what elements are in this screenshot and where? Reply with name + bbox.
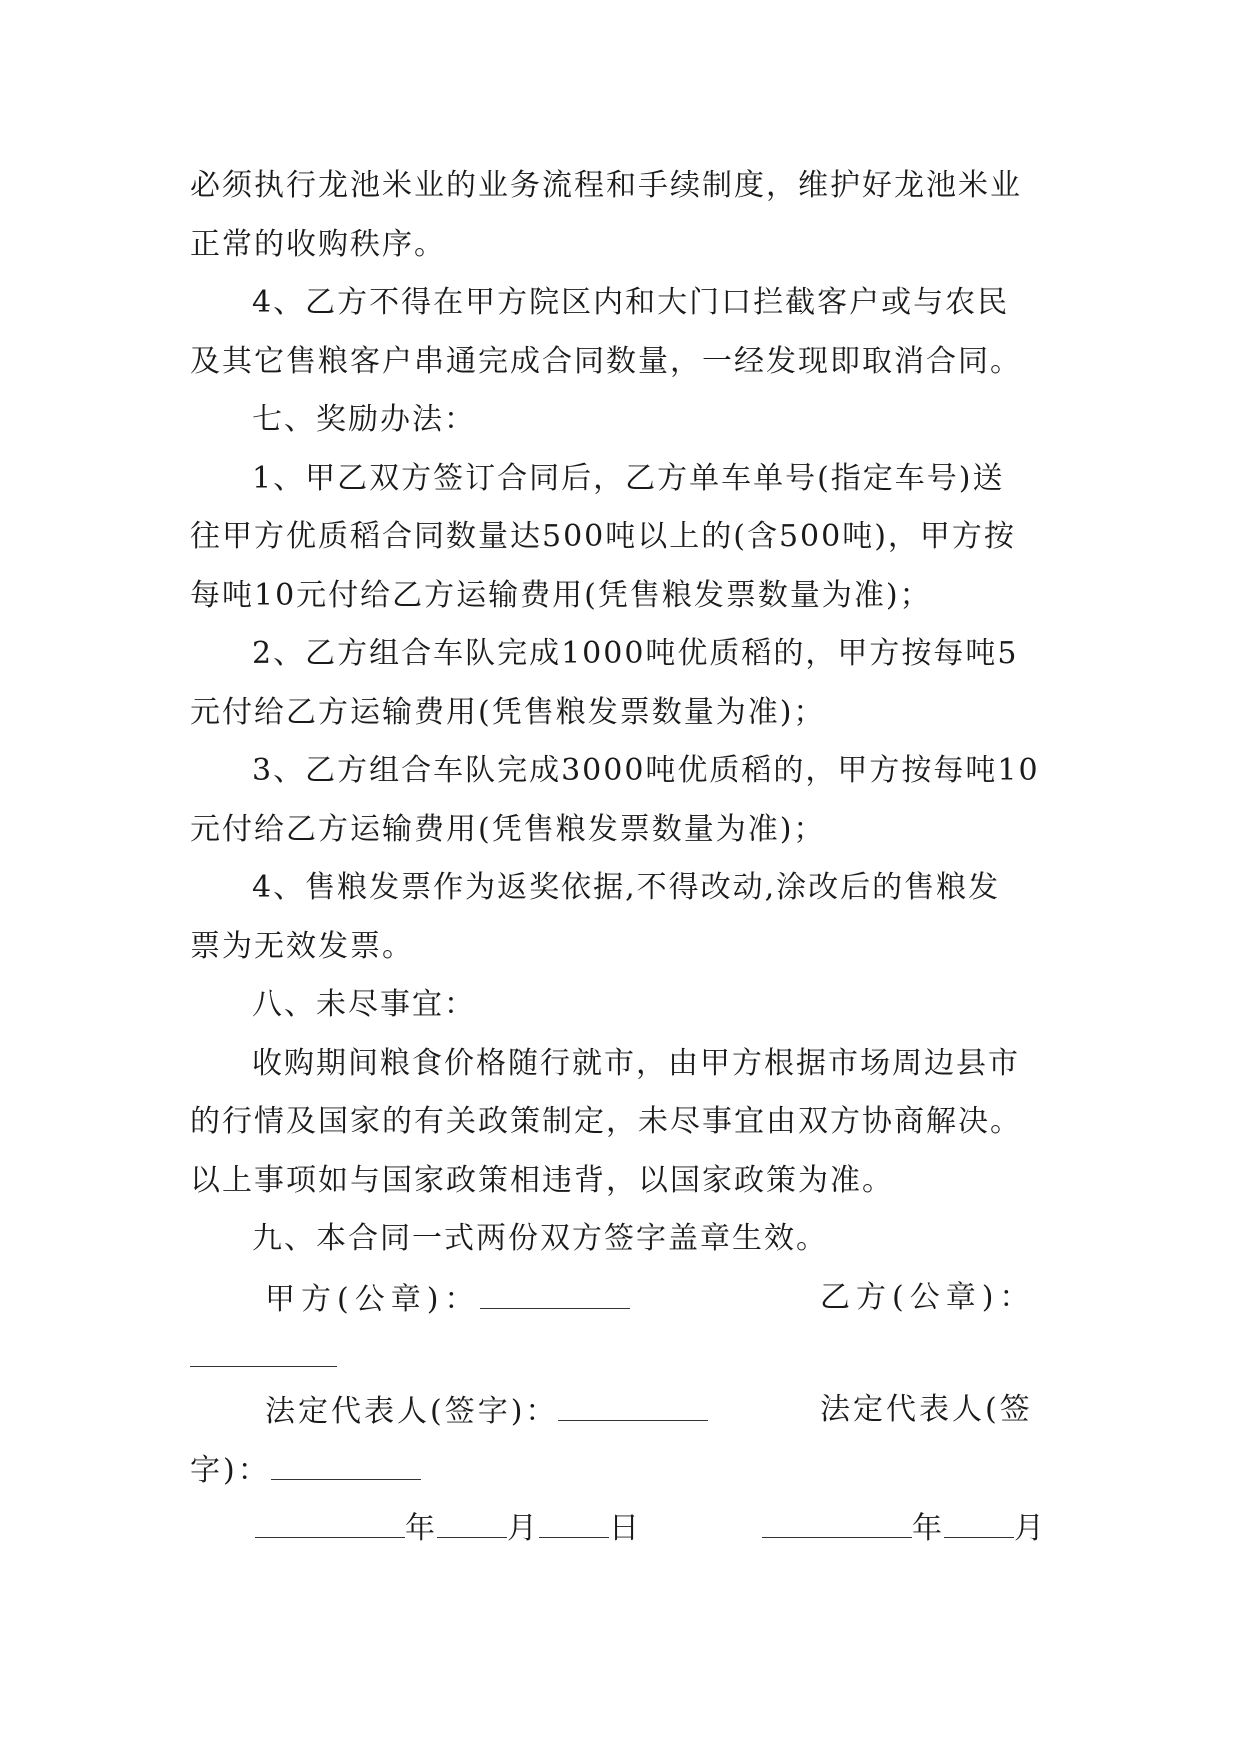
rep-a-label: 法定代表人(签字)： [265,1394,559,1429]
section-heading: 七、奖励办法： [252,402,476,437]
year-label: 年 [912,1511,944,1546]
section-heading: 八、未尽事宜： [252,987,476,1022]
party-b-seal-blank [190,1366,337,1367]
paragraph-line: 收购期间粮食价格随行就市，由甲方根据市场周边县市 [252,1046,1020,1081]
paragraph-line: 3、乙方组合车队完成3000吨优质稻的，甲方按每吨10 [252,753,1040,788]
year-blank [762,1507,912,1538]
paragraph-line: 元付给乙方运输费用(凭售粮发票数量为准)； [190,812,826,847]
paragraph-line: 元付给乙方运输费用(凭售粮发票数量为准)； [190,695,826,730]
month-blank [944,1507,1014,1538]
paragraph-line: 以上事项如与国家政策相违背，以国家政策为准。 [190,1163,894,1198]
paragraph-line: 必须执行龙池米业的业务流程和手续制度，维护好龙池米业 [190,168,1022,203]
paragraph-line: 票为无效发票。 [190,929,414,964]
party-a-seal-label: 甲方(公章)： [265,1282,481,1317]
party-a-seal-blank [480,1278,630,1309]
month-blank [437,1507,507,1538]
paragraph-line: 的行情及国家的有关政策制定，未尽事宜由双方协商解决。 [190,1104,1022,1139]
rep-b-blank [271,1449,421,1480]
paragraph-line: 4、售粮发票作为返奖依据,不得改动,涂改后的售粮发 [252,870,1001,905]
year-blank [255,1507,405,1538]
day-blank [539,1507,609,1538]
paragraph-line: 1、甲乙双方签订合同后，乙方单车单号(指定车号)送 [252,461,1005,496]
day-label: 日 [609,1511,641,1546]
paragraph-line: 每吨10元付给乙方运输费用(凭售粮发票数量为准)； [190,578,932,613]
section-heading: 九、本合同一式两份双方签字盖章生效。 [252,1221,828,1256]
paragraph-line: 2、乙方组合车队完成1000吨优质稻的，甲方按每吨5 [252,636,1019,671]
party-b-seal-label: 乙方(公章)： [820,1280,1036,1315]
year-label: 年 [405,1511,437,1546]
paragraph-line: 往甲方优质稻合同数量达500吨以上的(含500吨)，甲方按 [190,519,1016,554]
rep-a-blank [558,1390,708,1421]
paragraph-line: 及其它售粮客户串通完成合同数量，一经发现即取消合同。 [190,344,1022,379]
rep-b-label-cont: 字)： [190,1453,271,1488]
month-label: 月 [1014,1511,1046,1546]
date-b-line [762,1507,1062,1547]
rep-b-line-cont [190,1449,1050,1489]
paragraph-line: 4、乙方不得在甲方院区内和大门口拦截客户或与农民 [252,285,1010,320]
paragraph-line: 正常的收购秩序。 [190,227,446,262]
rep-b-label: 法定代表人(签 [820,1392,1033,1427]
month-label: 月 [507,1511,539,1546]
